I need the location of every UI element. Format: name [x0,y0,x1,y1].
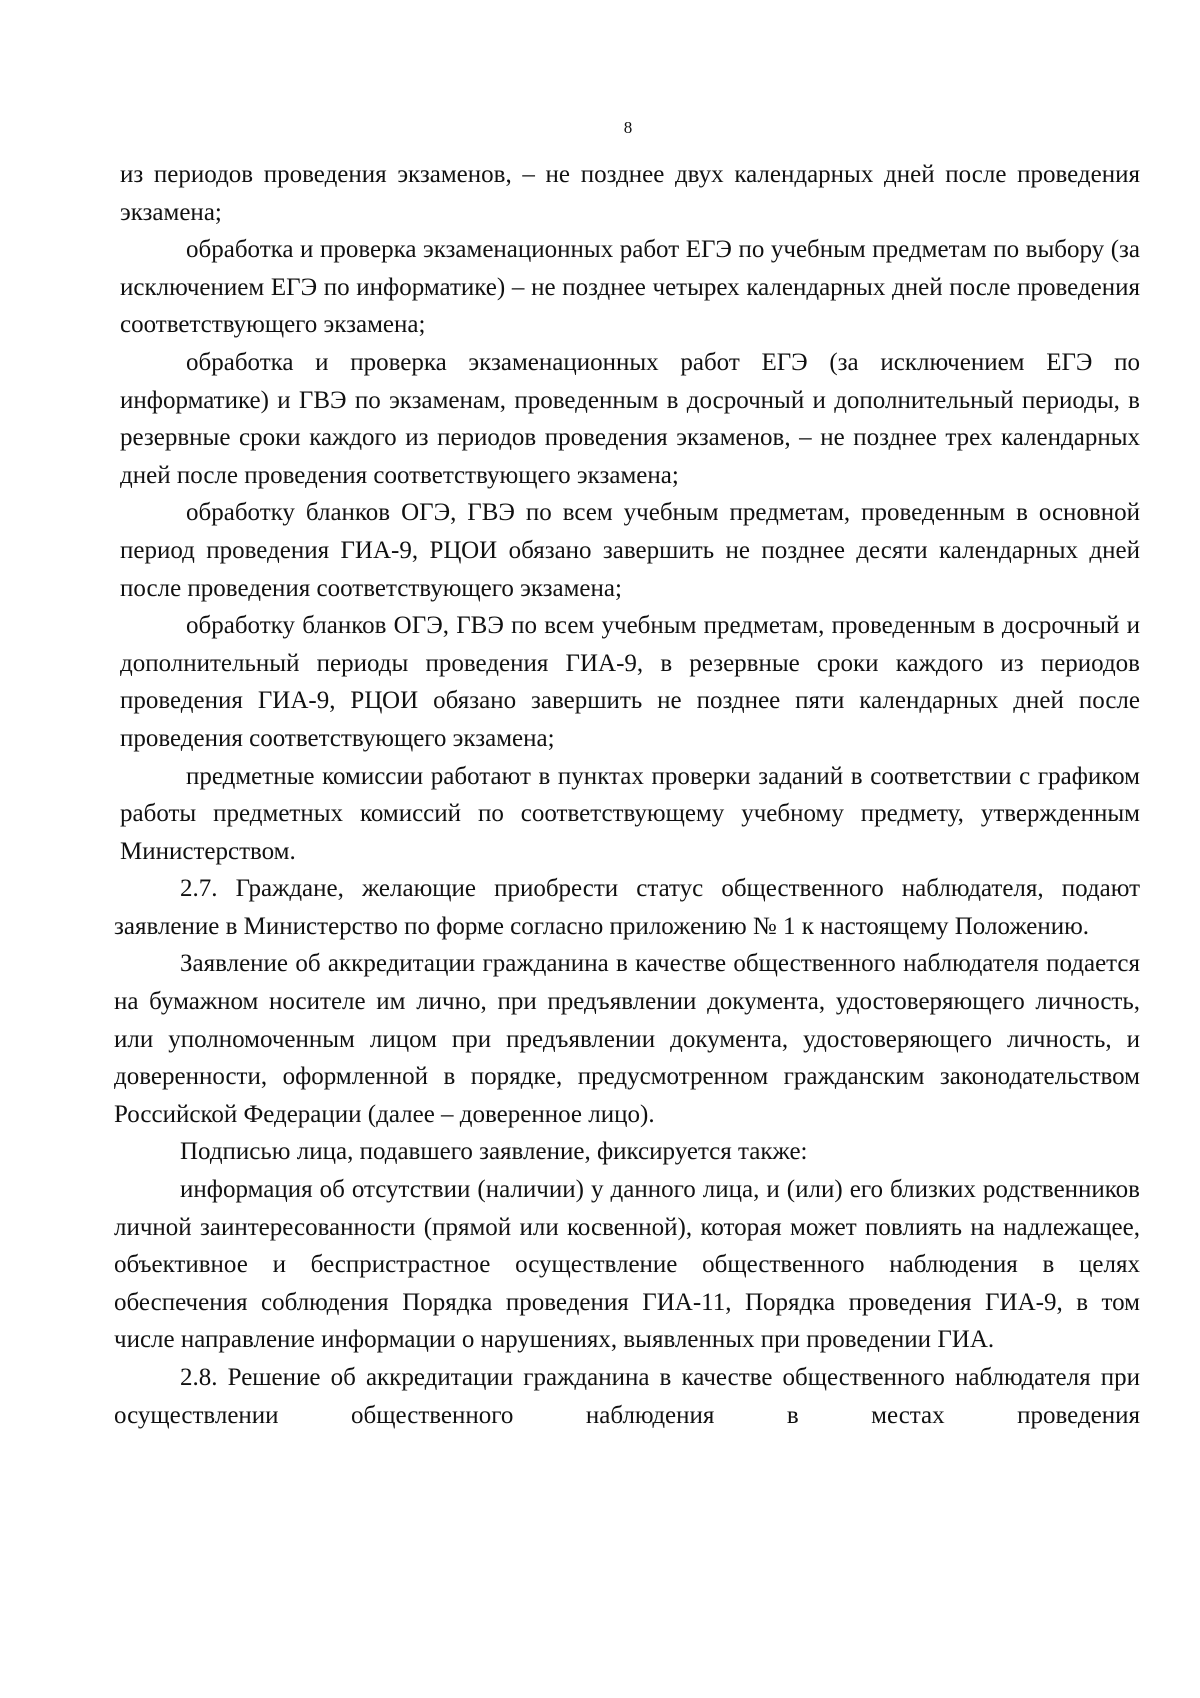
paragraph-oge-early: обработку бланков ОГЭ, ГВЭ по всем учебным предметам, проведенным в досрочный и дополнительный периоды проведения ГИА-9, в резервные сроки каждого из периодов проведения ГИА-9, РЦОИ обязано завершить не позднее пяти календарных дней после проведения соответствующего экзамена; [120,612,1140,752]
paragraph-application: Заявление об аккредитации гражданина в качестве общественного наблюдателя подается на бумажном носителе им лично, при предъявлении документа, удостоверяющего личность, или уполномоченным лицом при предъявлении документа, удостоверяющего личность, и доверенности, оформленной в порядке, предусмотренном гражданским законодательством Российской Федерации (далее – доверенное лицо). [114,950,1140,1128]
paragraph-ege-elective: обработка и проверка экзаменационных работ ЕГЭ по учебным предметам по выбору (за исключением ЕГЭ по информатике) – не позднее четырех календарных дней после проведения соответствующего экзамена; [120,236,1140,339]
paragraph-2-7: 2.7. Граждане, желающие приобрести статус общественного наблюдателя, подают заявление в Министерство по форме согласно приложению № 1 к настоящему Положению. [114,875,1140,940]
paragraph-2-8: 2.8. Решение об аккредитации гражданина в качестве общественного наблюдателя при осуществлении общественного наблюдения в местах проведения [114,1364,1140,1429]
paragraph-signature: Подписью лица, подавшего заявление, фиксируется также: [180,1138,808,1166]
paragraph-continuation: из периодов проведения экзаменов, – не позднее двух календарных дней после проведения экзамена; [120,161,1140,226]
paragraph-subject-commissions: предметные комиссии работают в пунктах проверки заданий в соответствии с графиком работы предметных комиссий по соответствующему учебному предмету, утвержденным Министерством. [120,762,1140,865]
paragraph-ege-early: обработка и проверка экзаменационных работ ЕГЭ (за исключением ЕГЭ по информатике) и ГВЭ по экзаменам, проведенным в досрочный и дополнительный периоды, в резервные сроки каждого из периодов проведения экзаменов, – не позднее трех календарных дней после проведения соответствующего экзамена; [120,348,1140,489]
paragraph-oge-main: обработку бланков ОГЭ, ГВЭ по всем учебным предметам, проведенным в основной период проведения ГИА-9, РЦОИ обязано завершить не позднее десяти календарных дней после проведения соответствующего экзамена; [120,499,1140,602]
paragraph-conflict-info: информация об отсутствии (наличии) у данного лица, и (или) его близких родственников личной заинтересованности (прямой или косвенной), которая может повлиять на надлежащее, объективное и беспристрастное осуществление общественного наблюдения в целях обеспечения соблюдения Порядка проведения ГИА-11, Порядка проведения ГИА-9, в том числе направление информации о нарушениях, выявленных при проведении ГИА. [114,1176,1140,1354]
page-number: 8 [623,118,633,137]
document-body [114,156,1140,1434]
section-observers [114,870,1140,1434]
